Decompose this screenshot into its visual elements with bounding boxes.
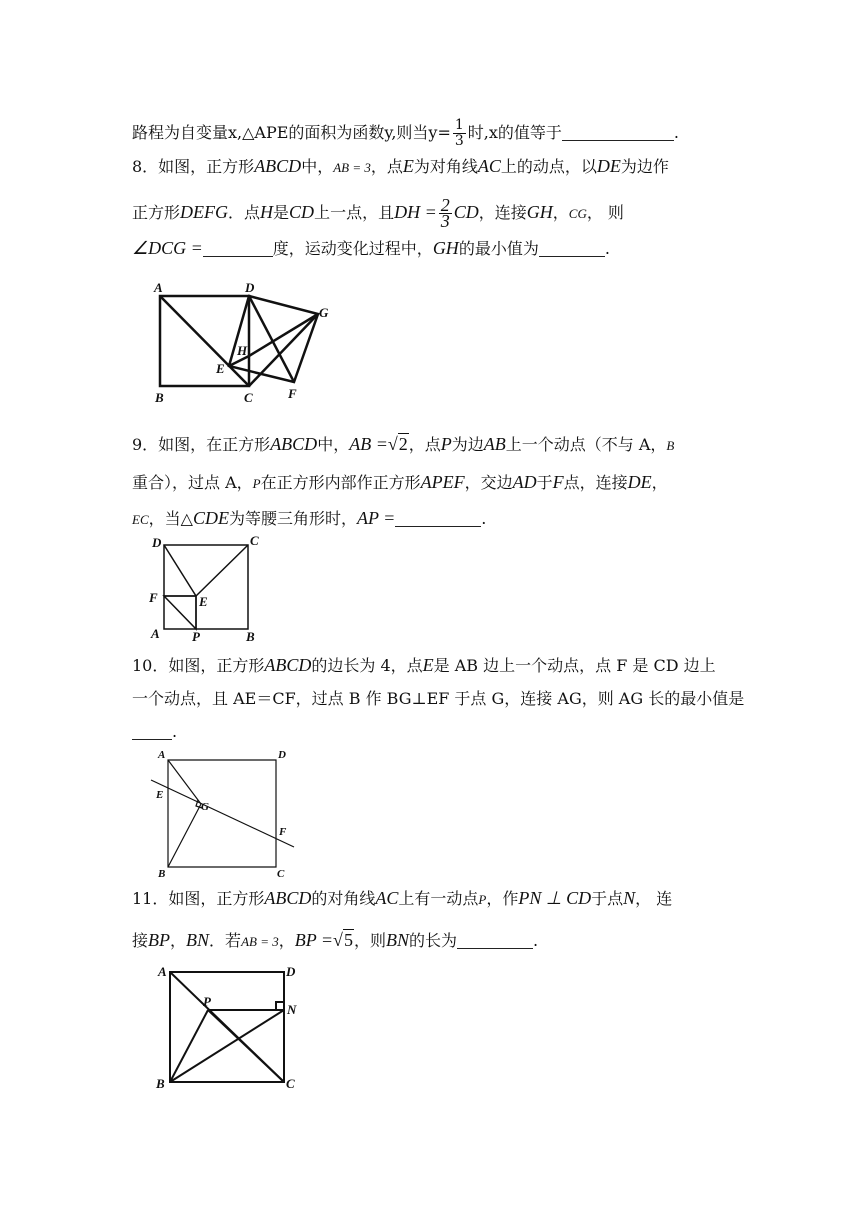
answer-blank — [132, 723, 172, 740]
label-C: C — [244, 390, 253, 405]
q8-figure — [148, 276, 338, 406]
q11-line-1: 11．如图，正方形ABCD的对角线AC上有一动点P，作PN ⊥ CD于点N， 连 — [132, 888, 673, 908]
answer-blank — [203, 240, 273, 257]
label-B: B — [156, 1076, 165, 1090]
fraction: $\frac{1}{3}$ — [454, 117, 464, 149]
answer-blank — [457, 932, 533, 949]
label-B: B — [155, 390, 164, 405]
label-G: G — [319, 305, 329, 320]
q9-line-1: 9．如图，在正方形ABCD中，AB =√2，点P为边AB上一个动点（不与 A，B — [132, 434, 675, 454]
label-E: E — [199, 594, 208, 609]
q10-line-3: . — [132, 722, 732, 742]
label-C: C — [286, 1076, 295, 1090]
q10-figure — [146, 746, 296, 880]
label-B: B — [246, 629, 255, 644]
answer-blank — [395, 510, 481, 527]
label-H: H — [237, 343, 248, 358]
q9-figure — [144, 532, 266, 644]
label-D: D — [245, 280, 255, 295]
answer-blank — [539, 240, 605, 257]
label-E: E — [156, 789, 164, 801]
q11-figure — [150, 962, 300, 1090]
label-A: A — [158, 749, 166, 761]
label-A: A — [154, 280, 163, 295]
label-G: G — [201, 801, 209, 813]
sqrt: √5 — [333, 930, 353, 950]
q10-line-1: 10．如图，正方形ABCD的边长为 4，点E是 AB 边上一个动点，点 F 是 CD 边上 — [132, 655, 716, 675]
label-D: D — [152, 535, 162, 550]
q9-line-2: 重合），过点 A，P在正方形内部作正方形APEF，交边AD于F点，连接DE， — [132, 472, 668, 492]
label-N: N — [287, 1002, 297, 1017]
q7-text: 路程为自变量x,△APE的面积为函数y,则当y= — [132, 123, 451, 142]
label-F: F — [279, 826, 287, 838]
q7-text: 时,x的值等于 — [467, 123, 562, 142]
q10-line-2: 一个动点，且 AE＝CF，过点 B 作 BG⊥EF 于点 G，连接 AG，则 AG 长的最小值是 — [132, 689, 745, 708]
label-A: A — [158, 964, 167, 979]
label-C: C — [250, 533, 259, 548]
label-A: A — [151, 626, 160, 641]
answer-blank — [562, 124, 674, 141]
q9-line-3: EC，当△CDE为等腰三角形时，AP = . — [132, 508, 487, 528]
label-E: E — [216, 361, 225, 376]
q8-line-1: 8．如图，正方形ABCD中，AB = 3，点E为对角线AC上的动点，以DE为边作 — [132, 156, 669, 176]
fraction: $\frac{2}{3}$ — [440, 195, 450, 231]
label-F: F — [149, 590, 158, 605]
label-P: P — [192, 629, 200, 644]
q8-line-2: 正方形DEFG．点H是CD上一点，且DH = $\frac{2}{3}$ CD，连接GH，CG， 则 — [132, 195, 624, 231]
sqrt: √2 — [387, 434, 408, 454]
label-D: D — [278, 749, 286, 761]
label-P: P — [203, 994, 211, 1009]
q11-line-2: 接BP，BN．若AB = 3，BP =√5，则BN的长为 . — [132, 930, 539, 950]
q7-line: 路程为自变量x,△APE的面积为函数y,则当y= $\frac{1}{3}$ 时,x的值等于 . — [132, 117, 680, 149]
label-B: B — [158, 868, 166, 880]
label-F: F — [288, 386, 297, 401]
label-C: C — [277, 868, 285, 880]
label-D: D — [286, 964, 296, 979]
q8-line-3: ∠DCG = 度，运动变化过程中，GH的最小值为 . — [132, 238, 610, 258]
